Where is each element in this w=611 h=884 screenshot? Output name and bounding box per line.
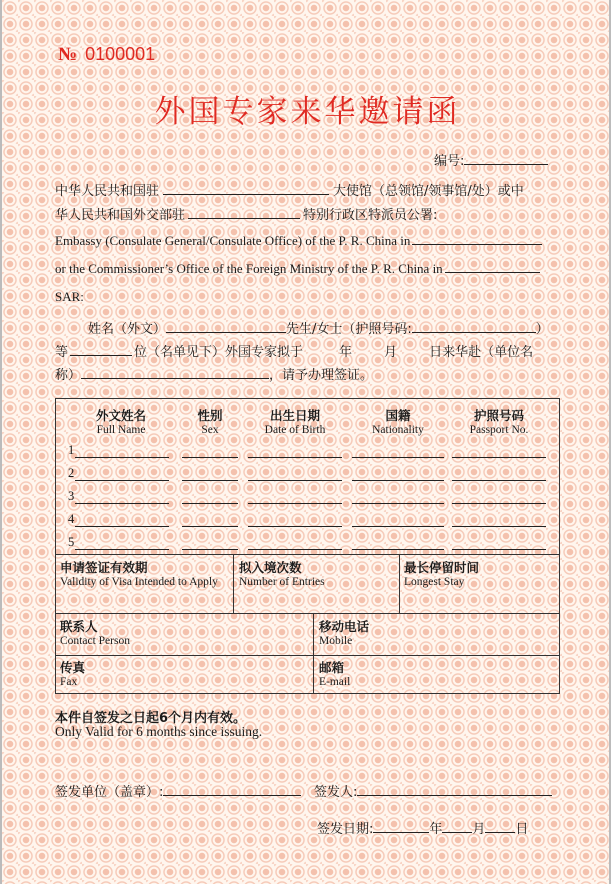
row-dob-blank[interactable] <box>248 503 342 504</box>
number-label: 编号: <box>434 154 465 169</box>
fax-label-cn: 传真 <box>60 660 86 675</box>
table-divider <box>55 554 560 555</box>
body-plan-text: 位（名单见下）外国专家拟于 <box>134 345 304 360</box>
row-passport-blank[interactable] <box>452 526 546 527</box>
table-divider <box>233 554 234 613</box>
address-en-line2-text: or the Commissioner’s Office of the Foreign Ministry of the P. R. China in <box>55 261 443 276</box>
fax-label-en: Fax <box>60 676 78 688</box>
serial-number-value: 0100001 <box>85 44 156 64</box>
col-dob-en: Date of Birth <box>264 424 326 436</box>
row-fullname-blank[interactable] <box>75 503 169 504</box>
row-sex-blank[interactable] <box>182 549 238 550</box>
sar-blank[interactable] <box>188 206 300 219</box>
body-arrive-text: 日来华赴（单位名 <box>429 345 534 360</box>
stay-label-en: Longest Stay <box>404 576 465 588</box>
serial-number <box>58 44 155 66</box>
contact-label-en: Contact Person <box>60 635 130 647</box>
row-sex-blank[interactable] <box>182 457 238 458</box>
entries-label-cn: 拟入境次数 <box>239 560 302 575</box>
body-month: 月 <box>384 345 398 360</box>
email-label-cn: 邮箱 <box>319 660 345 675</box>
address-en-line2 <box>55 260 540 277</box>
body-request-text: ，请予办理签证。 <box>269 368 374 383</box>
issue-year-label: 年 <box>429 822 443 837</box>
validity-note-en: Only Valid for 6 months since issuing. <box>55 724 263 739</box>
serial-symbol: № <box>58 44 78 65</box>
body-year: 年 <box>339 345 353 360</box>
body-passport-label: 先生/女士（护照号码: <box>286 322 412 337</box>
issue-date-label: 签发日期: <box>317 822 374 837</box>
body-name-label: 姓名（外文） <box>88 322 167 337</box>
row-number: 3 <box>68 489 75 503</box>
issue-month-blank[interactable] <box>442 820 472 833</box>
row-nationality-blank[interactable] <box>352 503 444 504</box>
row-dob-blank[interactable] <box>248 457 342 458</box>
address-cn-line1-a: 中华人民共和国驻 <box>55 184 160 199</box>
table-divider <box>399 554 400 613</box>
issue-year-blank[interactable] <box>373 820 429 833</box>
signer <box>314 781 552 800</box>
address-cn-line2-a: 华人民共和国外交部驻 <box>55 208 186 223</box>
page-title: 外国专家来华邀请函 <box>154 94 461 130</box>
row-fullname-blank[interactable] <box>75 526 169 527</box>
mobile-label-cn: 移动电话 <box>319 619 370 634</box>
number-field[interactable] <box>434 150 548 169</box>
body-line2 <box>55 341 533 360</box>
col-passport-en: Passport No. <box>469 424 529 436</box>
body-line1 <box>88 318 549 337</box>
issuing-unit <box>55 781 301 800</box>
validity-label-cn: 申请签证有效期 <box>60 560 148 575</box>
address-cn-line2 <box>55 204 437 223</box>
body-unit-label: 称） <box>55 368 82 383</box>
issue-day-label: 日 <box>515 822 529 837</box>
signer-blank[interactable] <box>357 783 552 796</box>
row-passport-blank[interactable] <box>452 457 546 458</box>
row-number: 5 <box>68 535 75 549</box>
address-cn-line1 <box>55 180 524 199</box>
validity-note-cn: 本件自签发之日起6个月内有效。 <box>55 711 247 726</box>
contact-label-cn: 联系人 <box>60 619 98 634</box>
row-nationality-blank[interactable] <box>352 457 444 458</box>
row-fullname-blank[interactable] <box>75 549 169 550</box>
name-blank[interactable] <box>166 320 286 333</box>
embassy-city-blank[interactable] <box>163 182 329 195</box>
issuing-unit-blank[interactable] <box>163 783 301 796</box>
col-sex-cn: 性别 <box>197 408 223 423</box>
number-blank[interactable] <box>464 152 548 165</box>
address-en-line1 <box>55 232 542 249</box>
body-paren-close: ） <box>535 322 549 337</box>
issuing-unit-label: 签发单位（盖章）: <box>55 785 164 800</box>
table-divider <box>313 613 314 694</box>
email-label-en: E-mail <box>319 676 351 688</box>
applicant-table <box>55 398 560 694</box>
col-nationality-en: Nationality <box>372 424 424 436</box>
unit-blank[interactable] <box>81 366 269 379</box>
col-passport-cn: 护照号码 <box>473 408 524 423</box>
validity-label-en: Validity of Visa Intended to Apply <box>60 576 218 588</box>
row-passport-blank[interactable] <box>452 480 546 481</box>
address-en-line1-text: Embassy (Consulate General/Consulate Office) of the P. R. China in <box>55 233 411 248</box>
address-cn-line2-b: 特别行政区特派员公署: <box>303 208 438 223</box>
mobile-label-en: Mobile <box>319 635 353 647</box>
body-line3 <box>55 364 373 383</box>
count-blank[interactable] <box>70 343 132 356</box>
row-passport-blank[interactable] <box>452 503 546 504</box>
col-sex-en: Sex <box>201 424 219 436</box>
row-dob-blank[interactable] <box>248 549 342 550</box>
row-nationality-blank[interactable] <box>352 549 444 550</box>
row-sex-blank[interactable] <box>182 480 238 481</box>
passport-blank[interactable] <box>412 320 536 333</box>
embassy-city-en-blank[interactable] <box>412 232 542 245</box>
row-dob-blank[interactable] <box>248 480 342 481</box>
row-fullname-blank[interactable] <box>75 457 169 458</box>
row-number: 1 <box>68 443 75 457</box>
row-nationality-blank[interactable] <box>352 526 444 527</box>
issue-date <box>317 818 528 837</box>
row-number: 4 <box>68 512 75 526</box>
col-fullname-en: Full Name <box>96 424 146 436</box>
body-count-prefix: 等 <box>55 345 69 360</box>
col-fullname-cn: 外文姓名 <box>95 408 146 423</box>
signer-label: 签发人: <box>314 785 358 800</box>
commissioner-city-blank[interactable] <box>445 260 540 273</box>
table-divider <box>55 655 560 656</box>
row-dob-blank[interactable] <box>248 526 342 527</box>
row-passport-blank[interactable] <box>452 549 546 550</box>
stay-label-cn: 最长停留时间 <box>404 560 480 575</box>
table-divider <box>55 613 560 614</box>
col-dob-cn: 出生日期 <box>269 408 320 423</box>
issue-day-blank[interactable] <box>485 820 515 833</box>
col-nationality-cn: 国籍 <box>385 408 411 423</box>
row-nationality-blank[interactable] <box>352 480 444 481</box>
entries-label-en: Number of Entries <box>239 576 325 588</box>
row-sex-blank[interactable] <box>182 526 238 527</box>
address-cn-line1-b: 大使馆（总领馆/领事馆/处）或中 <box>333 184 524 199</box>
address-en-line3: SAR: <box>55 289 84 304</box>
row-number: 2 <box>68 466 75 480</box>
row-fullname-blank[interactable] <box>75 480 169 481</box>
issue-month-label: 月 <box>472 822 486 837</box>
row-sex-blank[interactable] <box>182 503 238 504</box>
